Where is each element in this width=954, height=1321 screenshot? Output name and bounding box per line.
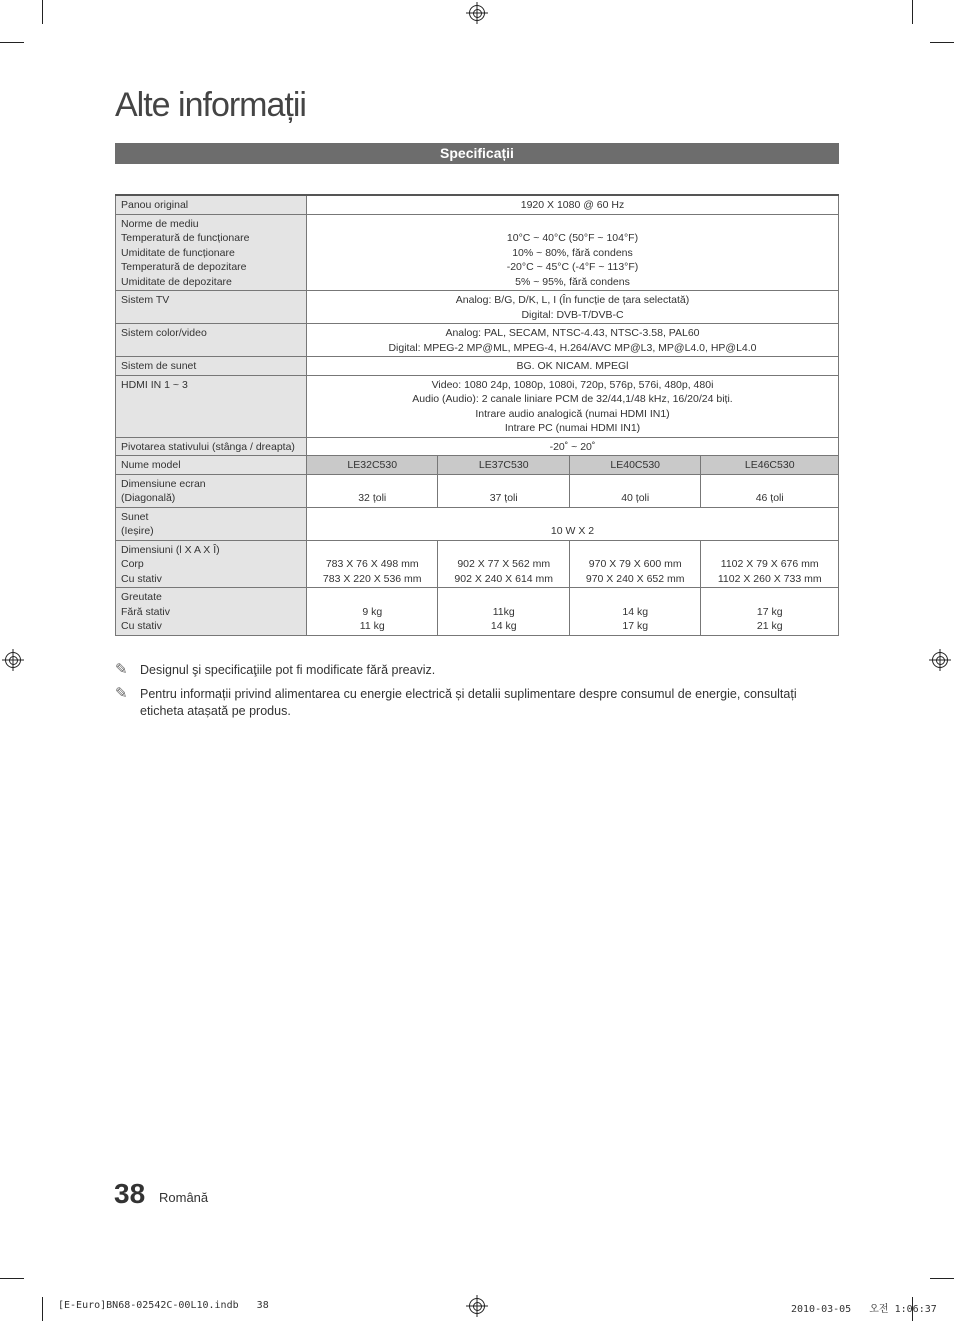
value-cell: 9 kg 11 kg [307,588,438,636]
registration-mark-icon [469,5,485,21]
note: ✎ Pentru informații privind alimentarea cu energie electrică și detalii suplimentare despre consumul de energie, consultați eticheta atașată pe produs. [115,685,797,718]
row-label: Sistem de sunet [116,357,307,376]
value-cell: 46 țoli [701,474,839,507]
model-cell: LE40C530 [569,456,700,475]
value-cell: 11kg 14 kg [438,588,569,636]
row-value: Analog: PAL, SECAM, NTSC-4.43, NTSC-3.58, PAL60 Digital: MPEG-2 MP@ML, MPEG-4, H.264/AVC MP@L3, MP@L4.0, HP@L4.0 [307,324,839,357]
pencil-icon: ✎ [115,685,128,702]
value-cell: 17 kg 21 kg [701,588,839,636]
value-cell: 32 țoli [307,474,438,507]
value-cell: 902 X 77 X 562 mm 902 X 240 X 614 mm [438,540,569,588]
page-title: Alte informații [115,86,306,124]
row-label: Pivotarea stativului (stânga / dreapta) [116,437,307,456]
table-row [116,437,839,456]
footer-file: [E-Euro]BN68-02542C-00L10.indb 38 [58,1300,269,1311]
row-label: Sistem color/video [116,324,307,357]
row-label: Sistem TV [116,291,307,324]
crop-mark [930,42,954,43]
row-label: Nume model [116,456,307,475]
crop-mark [0,1278,24,1279]
table-row [116,540,839,588]
value-cell: 40 țoli [569,474,700,507]
table-row [116,357,839,376]
row-value: 1920 X 1080 @ 60 Hz [307,195,839,214]
row-value: Analog: B/G, D/K, L, I (În funcție de țara selectată) Digital: DVB-T/DVB-C [307,291,839,324]
language-label: Română [159,1190,209,1205]
table-row [116,588,839,636]
table-row [116,375,839,437]
model-cell: LE32C530 [307,456,438,475]
table-row [116,214,839,291]
table-row [116,324,839,357]
row-value: BG. OK NICAM. MPEGl [307,357,839,376]
crop-mark [912,0,913,24]
note: ✎ Designul şi specificaţiile pot fi modificate fără preaviz. [115,661,436,678]
row-value: -20˚ ~ 20˚ [307,437,839,456]
row-label: Sunet (Ieșire) [116,507,307,540]
crop-mark [42,0,43,24]
table-row [116,291,839,324]
value-cell: 14 kg 17 kg [569,588,700,636]
row-value: Video: 1080 24p, 1080p, 1080i, 720p, 576p, 576i, 480p, 480i Audio (Audio): 2 canale liniare PCM de 32/44,1/48 kHz, 16/20/24 biți. Intrare audio analogică (numai HDMI IN1) Intrare PC (numai HDMI IN1) [307,375,839,437]
table-row [116,456,839,475]
row-value: 10 W X 2 [307,507,839,540]
notes [115,662,815,727]
footer-timestamp: 2010-03-05 오전 1:06:37 [791,1304,937,1315]
registration-mark-icon [932,652,948,668]
row-value: 10°C ~ 40°C (50°F ~ 104°F) 10% ~ 80%, fără condens -20°C ~ 45°C (-4°F ~ 113°F) 5% ~ 95%, fără condens [307,214,839,291]
row-label: HDMI IN 1 ~ 3 [116,375,307,437]
row-label: Greutate Fără stativ Cu stativ [116,588,307,636]
row-label: Panou original [116,195,307,214]
row-label: Dimensiune ecran (Diagonală) [116,474,307,507]
crop-mark [42,1297,43,1321]
model-cell: LE37C530 [438,456,569,475]
row-label: Dimensiuni (l X A X Î) Corp Cu stativ [116,540,307,588]
spec-table [115,194,839,636]
value-cell: 37 țoli [438,474,569,507]
registration-mark-icon [5,652,21,668]
table-row [116,474,839,507]
value-cell: 783 X 76 X 498 mm 783 X 220 X 536 mm [307,540,438,588]
pencil-icon: ✎ [115,661,128,678]
value-cell: 1102 X 79 X 676 mm 1102 X 260 X 733 mm [701,540,839,588]
crop-mark [930,1278,954,1279]
table-row [116,507,839,540]
page-number: 38 [114,1178,146,1209]
registration-mark-icon [469,1298,485,1314]
section-header: Specificații [115,143,839,164]
model-cell: LE46C530 [701,456,839,475]
crop-mark [0,42,24,43]
row-label: Norme de mediu Temperatură de funcționare Umiditate de funcționare Temperatură de depozitare Umiditate de depozitare [116,214,307,291]
value-cell: 970 X 79 X 600 mm 970 X 240 X 652 mm [569,540,700,588]
table-row [116,195,839,214]
